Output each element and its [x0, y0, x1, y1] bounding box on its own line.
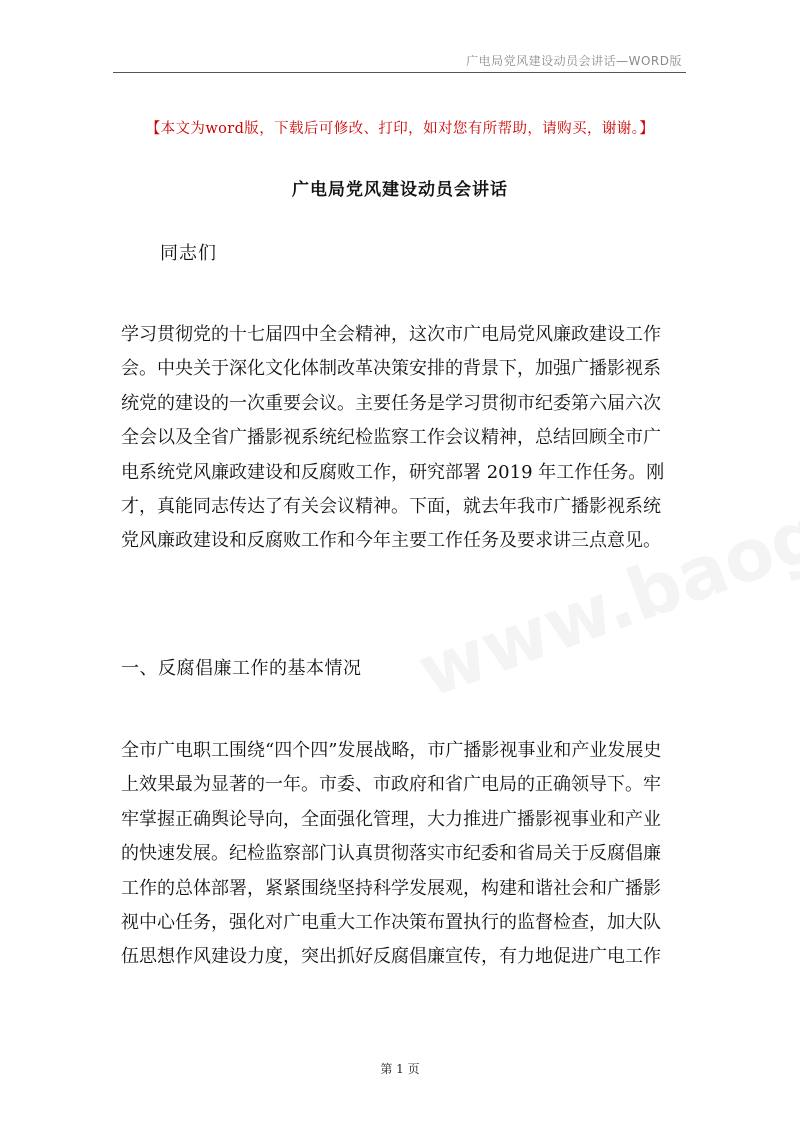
paragraph-line: 牢掌握正确舆论导向，全面强化管理，大力推进广播影视事业和产业	[121, 808, 661, 830]
paragraph-line: 统党的建设的一次重要会议。主要任务是学习贯彻市纪委第六届六次	[121, 392, 661, 414]
paragraph-line: 党风廉政建设和反腐败工作和今年主要工作任务及要求讲三点意见。	[121, 530, 661, 552]
paragraph-line: 才，真能同志传达了有关会议精神。下面，就去年我市广播影视系统	[121, 496, 661, 518]
paragraph-line: 全市广电职工围绕“四个四”发展战略，市广播影视事业和产业发展史	[121, 740, 662, 761]
page-number: 第 1 页	[380, 1062, 420, 1076]
section-heading-1: 一、反腐倡廉工作的基本情况	[121, 658, 362, 679]
paragraph-line: 学习贯彻党的十七届四中全会精神，这次市广电局党风廉政建设工作	[121, 324, 661, 345]
paragraph-line: 工作的总体部署，紧紧围绕坚持科学发展观，构建和谐社会和广播影	[121, 877, 661, 899]
greeting: 同志们	[160, 243, 217, 264]
header-divider	[113, 72, 686, 73]
paragraph-intro	[121, 318, 683, 559]
paragraph-line: 的快速发展。纪检监察部门认真贯彻落实市纪委和省局关于反腐倡廉	[121, 843, 661, 865]
header-title: 广电局党风建设动员会讲话—WORD版	[466, 54, 682, 68]
paragraph-line: 上效果最为显著的一年。市委、市政府和省广电局的正确领导下。牢	[121, 774, 661, 796]
document-title: 广电局党风建设动员会讲话	[292, 180, 508, 200]
paragraph-line: 会。中央关于深化文化体制改革决策安排的背景下，加强广播影视系	[121, 358, 661, 380]
paragraph-line: 伍思想作风建设力度，突出抓好反腐倡廉宣传，有力地促进广电工作	[121, 946, 661, 968]
paragraph-line: 视中心任务，强化对广电重大工作决策布置执行的监督检查，加大队	[121, 912, 661, 934]
download-notice: 【本文为word版，下载后可修改、打印，如对您有所帮助，请购买，谢谢。】	[145, 121, 655, 137]
paragraph-line: 全会以及全省广播影视系统纪检监察工作会议精神，总结回顾全市广	[121, 427, 661, 449]
paragraph-section-1	[121, 734, 683, 975]
paragraph-line: 电系统党风廉政建设和反腐败工作，研究部署 2019 年工作任务。刚	[121, 461, 665, 483]
